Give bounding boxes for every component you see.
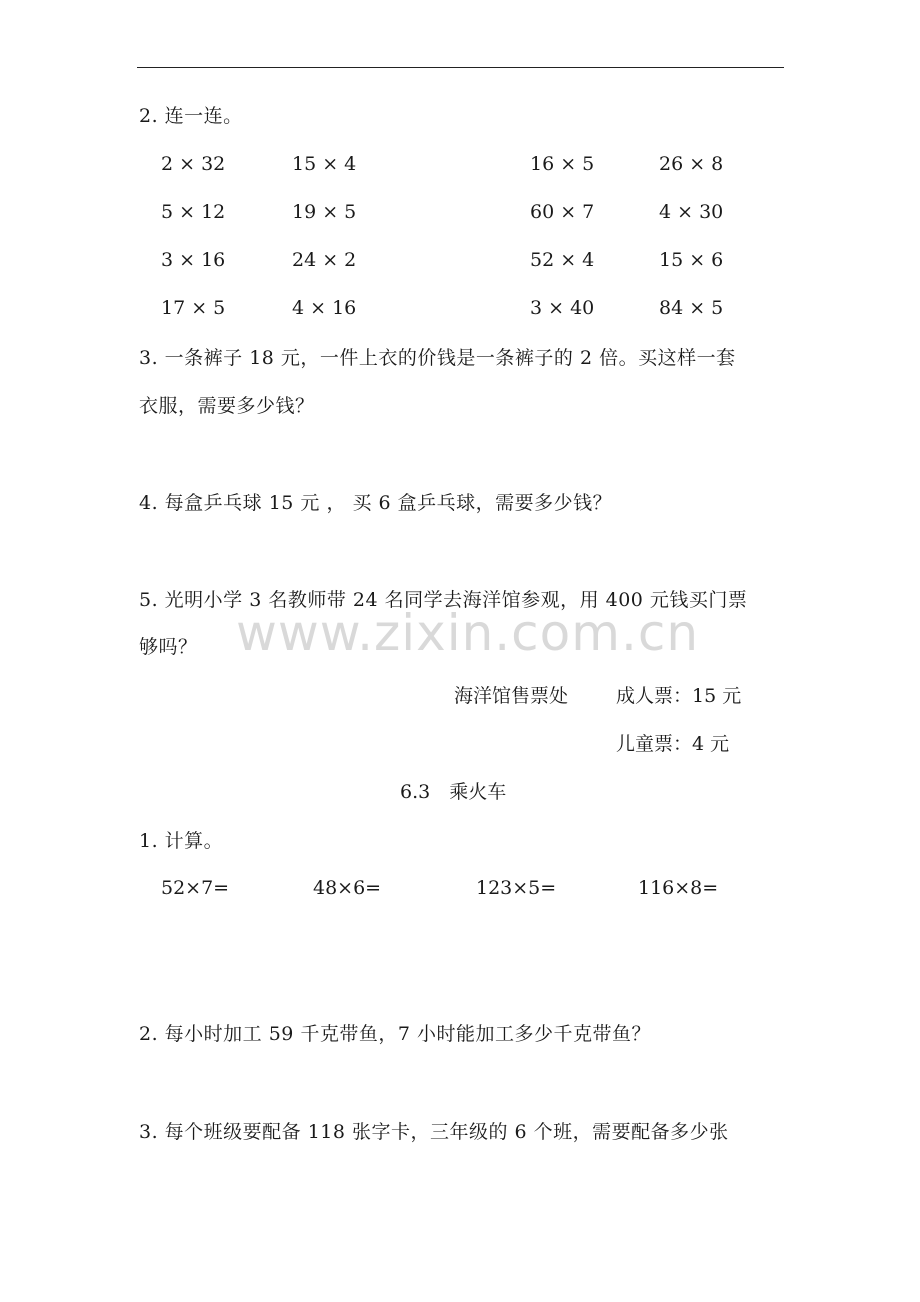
match-item: 26 × 8 [659,153,724,175]
match-item: 4 × 30 [659,201,724,223]
ticket-office-label: 海洋馆售票处 [454,685,569,707]
q4-text: 4. 每盒乒乓球 15 元 ， 买 6 盒乒乓球，需要多少钱？ [139,492,613,514]
calc-problem: 116×8= [638,877,719,899]
match-item: 15 × 6 [659,249,724,271]
match-item: 60 × 7 [530,201,595,223]
match-item: 19 × 5 [292,201,357,223]
calc-problem: 123×5= [476,877,557,899]
match-item: 17 × 5 [161,297,226,319]
section-title: 6.3 乘火车 [400,781,507,803]
match-item: 3 × 16 [161,249,226,271]
match-item: 5 × 12 [161,201,226,223]
s1-title: 1. 计算。 [139,830,224,852]
header-rule [137,67,784,68]
adult-ticket-price: 成人票：15 元 [616,685,742,707]
watermark: www.zixin.com.cn [236,604,700,662]
match-item: 16 × 5 [530,153,595,175]
s2-text: 2. 每小时加工 59 千克带鱼，7 小时能加工多少千克带鱼？ [139,1023,652,1045]
match-item: 3 × 40 [530,297,595,319]
q5-line2: 够吗？ [139,636,198,658]
match-item: 24 × 2 [292,249,357,271]
match-item: 15 × 4 [292,153,357,175]
match-item: 2 × 32 [161,153,226,175]
q2-title: 2. 连一连。 [139,105,243,127]
q5-line1: 5. 光明小学 3 名教师带 24 名同学去海洋馆参观，用 400 元钱买门票 [139,589,748,611]
match-item: 4 × 16 [292,297,357,319]
match-item: 52 × 4 [530,249,595,271]
s3-text: 3. 每个班级要配备 118 张字卡，三年级的 6 个班，需要配备多少张 [139,1121,729,1143]
q3-line1: 3. 一条裤子 18 元，一件上衣的价钱是一条裤子的 2 倍。买这样一套 [139,347,736,369]
q3-line2: 衣服，需要多少钱？ [139,395,315,417]
child-ticket-price: 儿童票：4 元 [616,733,730,755]
match-item: 84 × 5 [659,297,724,319]
calc-problem: 48×6= [313,877,382,899]
calc-problem: 52×7= [161,877,230,899]
